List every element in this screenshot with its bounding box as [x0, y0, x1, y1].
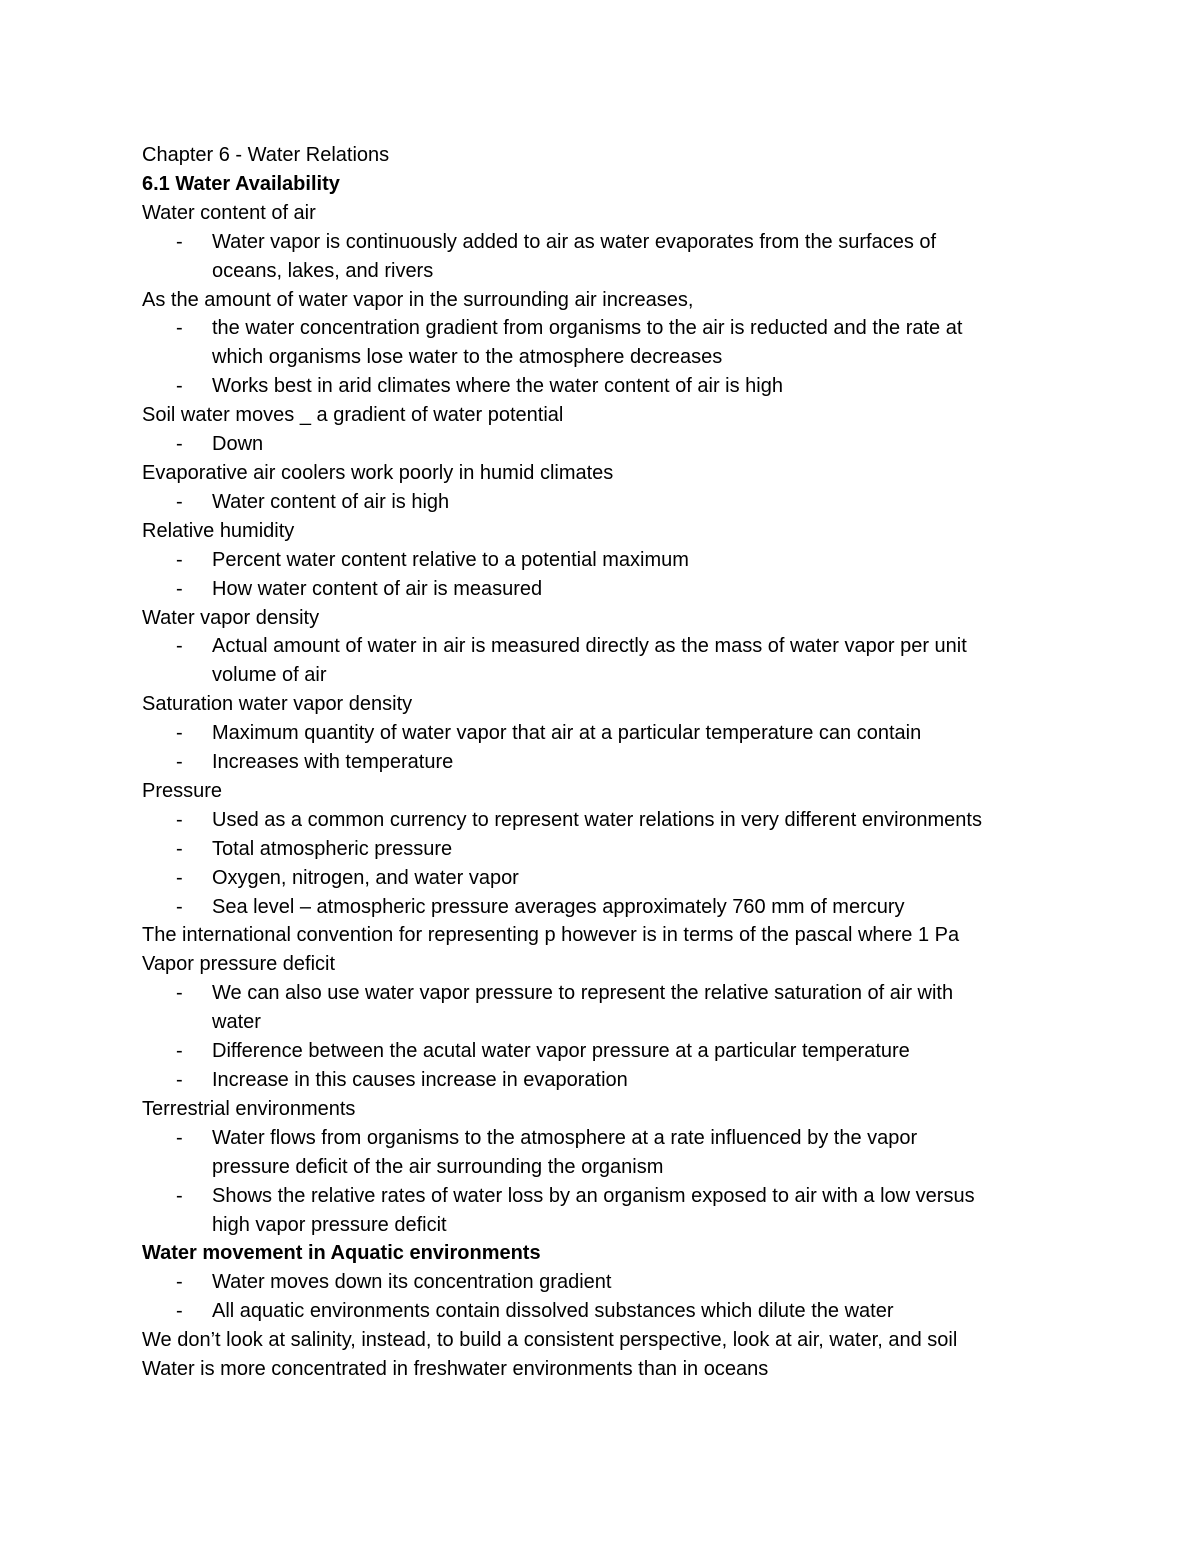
list-item: [142, 1124, 1142, 1182]
list-item: [142, 314, 1142, 372]
topic-line: Saturation water vapor density: [142, 693, 413, 716]
list-item: [142, 806, 1142, 835]
topic-line: Vapor pressure deficit: [142, 953, 336, 976]
list-item-text: Increases with temperature: [212, 751, 454, 774]
list-item-text: Difference between the acutal water vapor pressure at a particular temperature: [212, 1040, 910, 1063]
bullet-list: [142, 632, 1142, 690]
topic-line: Evaporative air coolers work poorly in humid climates: [142, 461, 614, 484]
bullet-list: [142, 1124, 1142, 1240]
bullet-marker: -: [176, 635, 183, 658]
topic-line: Relative humidity: [142, 519, 295, 542]
topic-line: Terrestrial environments: [142, 1097, 356, 1120]
bullet-list: [142, 546, 1142, 604]
list-item-text: pressure deficit of the air surrounding the organism: [212, 1155, 664, 1178]
list-item-text: Oxygen, nitrogen, and water vapor: [212, 866, 519, 889]
list-item-text: Used as a common currency to represent water relations in very different environments: [212, 808, 982, 831]
list-item: [142, 864, 1142, 893]
list-item: [142, 546, 1142, 575]
list-item: [142, 372, 1142, 401]
list-item: [142, 719, 1142, 748]
topic-line: The international convention for representing p however is in terms of the pascal where 1 Pa: [142, 924, 960, 947]
list-item: [142, 835, 1142, 864]
bullet-list: [142, 806, 1142, 922]
list-item-text: Water moves down its concentration gradient: [212, 1271, 612, 1294]
bullet-marker: -: [176, 1126, 183, 1149]
section-heading: 6.1 Water Availability: [142, 172, 340, 195]
list-item-text: high vapor pressure deficit: [212, 1213, 447, 1236]
bullet-marker: -: [176, 1184, 183, 1207]
list-item: [142, 1182, 1142, 1240]
list-item-text: oceans, lakes, and rivers: [212, 259, 434, 282]
list-item-text: Water content of air is high: [212, 490, 450, 513]
list-item-text: Percent water content relative to a potential maximum: [212, 548, 689, 571]
list-item-text: Increase in this causes increase in evaporation: [212, 1069, 628, 1091]
list-item: [142, 893, 1142, 922]
bullet-marker: -: [176, 1040, 183, 1063]
bullet-list: [142, 719, 1142, 777]
list-item: [142, 1297, 1142, 1326]
list-item: [142, 488, 1142, 517]
bullet-marker: -: [176, 548, 183, 571]
bullet-marker: -: [176, 490, 183, 513]
list-item: [142, 748, 1142, 777]
bullet-marker: -: [176, 751, 183, 774]
topic-line: Water is more concentrated in freshwater environments than in oceans: [142, 1358, 769, 1381]
bullet-marker: -: [176, 1271, 183, 1294]
list-item-text: Shows the relative rates of water loss by an organism exposed to air with a low versus: [212, 1184, 975, 1207]
bullet-marker: -: [176, 837, 183, 860]
bullet-list: [142, 314, 1142, 401]
bullet-list: [142, 228, 1142, 286]
list-item: [142, 979, 1142, 1037]
topic-line: As the amount of water vapor in the surrounding air increases,: [142, 288, 694, 311]
bullet-marker: -: [176, 577, 183, 600]
bullet-list: [142, 979, 1142, 1095]
list-item: [142, 1066, 1142, 1095]
bullet-marker: -: [176, 895, 183, 918]
topic-line: Water content of air: [142, 201, 316, 224]
bullet-list: [142, 1268, 1142, 1326]
list-item: [142, 1268, 1142, 1297]
list-item: [142, 228, 1142, 286]
list-item-text: How water content of air is measured: [212, 577, 543, 600]
list-item: [142, 430, 1142, 459]
bullet-marker: -: [176, 982, 183, 1005]
list-item-text: Maximum quantity of water vapor that air at a particular temperature can contain: [212, 722, 922, 745]
topic-line: Chapter 6 - Water Relations: [142, 144, 390, 166]
list-item: [142, 1037, 1142, 1066]
bullet-list: [142, 430, 1142, 459]
bullet-list: [142, 488, 1142, 517]
list-item-text: Works best in arid climates where the water content of air is high: [212, 375, 783, 398]
document-page: [142, 141, 1142, 1384]
list-item-text: Sea level – atmospheric pressure averages approximately 760 mm of mercury: [212, 895, 905, 918]
list-item-text: All aquatic environments contain dissolved substances which dilute the water: [212, 1300, 894, 1323]
bullet-marker: -: [176, 317, 183, 340]
list-item-text: volume of air: [212, 664, 327, 687]
topic-line: Soil water moves _ a gradient of water potential: [142, 404, 564, 427]
bullet-marker: -: [176, 722, 183, 745]
bullet-marker: -: [176, 866, 183, 889]
bullet-marker: -: [176, 375, 183, 398]
bullet-marker: -: [176, 1300, 183, 1323]
topic-line: Water vapor density: [142, 606, 320, 629]
list-item: [142, 575, 1142, 604]
list-item-text: Total atmospheric pressure: [212, 837, 453, 860]
list-item-text: Down: [212, 433, 264, 456]
list-item: [142, 632, 1142, 690]
bullet-marker: -: [176, 1069, 183, 1091]
list-item-text: Water flows from organisms to the atmosphere at a rate influenced by the vapor: [212, 1126, 918, 1149]
topic-line: We don’t look at salinity, instead, to build a consistent perspective, look at air, water, and soil: [142, 1329, 958, 1352]
bullet-marker: -: [176, 808, 183, 831]
list-item-text: Water vapor is continuously added to air as water evaporates from the surfaces of: [212, 230, 937, 253]
bullet-marker: -: [176, 433, 183, 456]
list-item-text: water: [212, 1011, 261, 1034]
list-item-text: the water concentration gradient from organisms to the air is reducted and the rate at: [212, 317, 963, 340]
topic-line: Pressure: [142, 779, 223, 802]
bullet-marker: -: [176, 230, 183, 253]
list-item-text: which organisms lose water to the atmosphere decreases: [212, 346, 723, 369]
section-heading: Water movement in Aquatic environments: [142, 1242, 541, 1265]
list-item-text: Actual amount of water in air is measured directly as the mass of water vapor per unit: [212, 635, 967, 658]
list-item-text: We can also use water vapor pressure to represent the relative saturation of air with: [212, 982, 954, 1005]
